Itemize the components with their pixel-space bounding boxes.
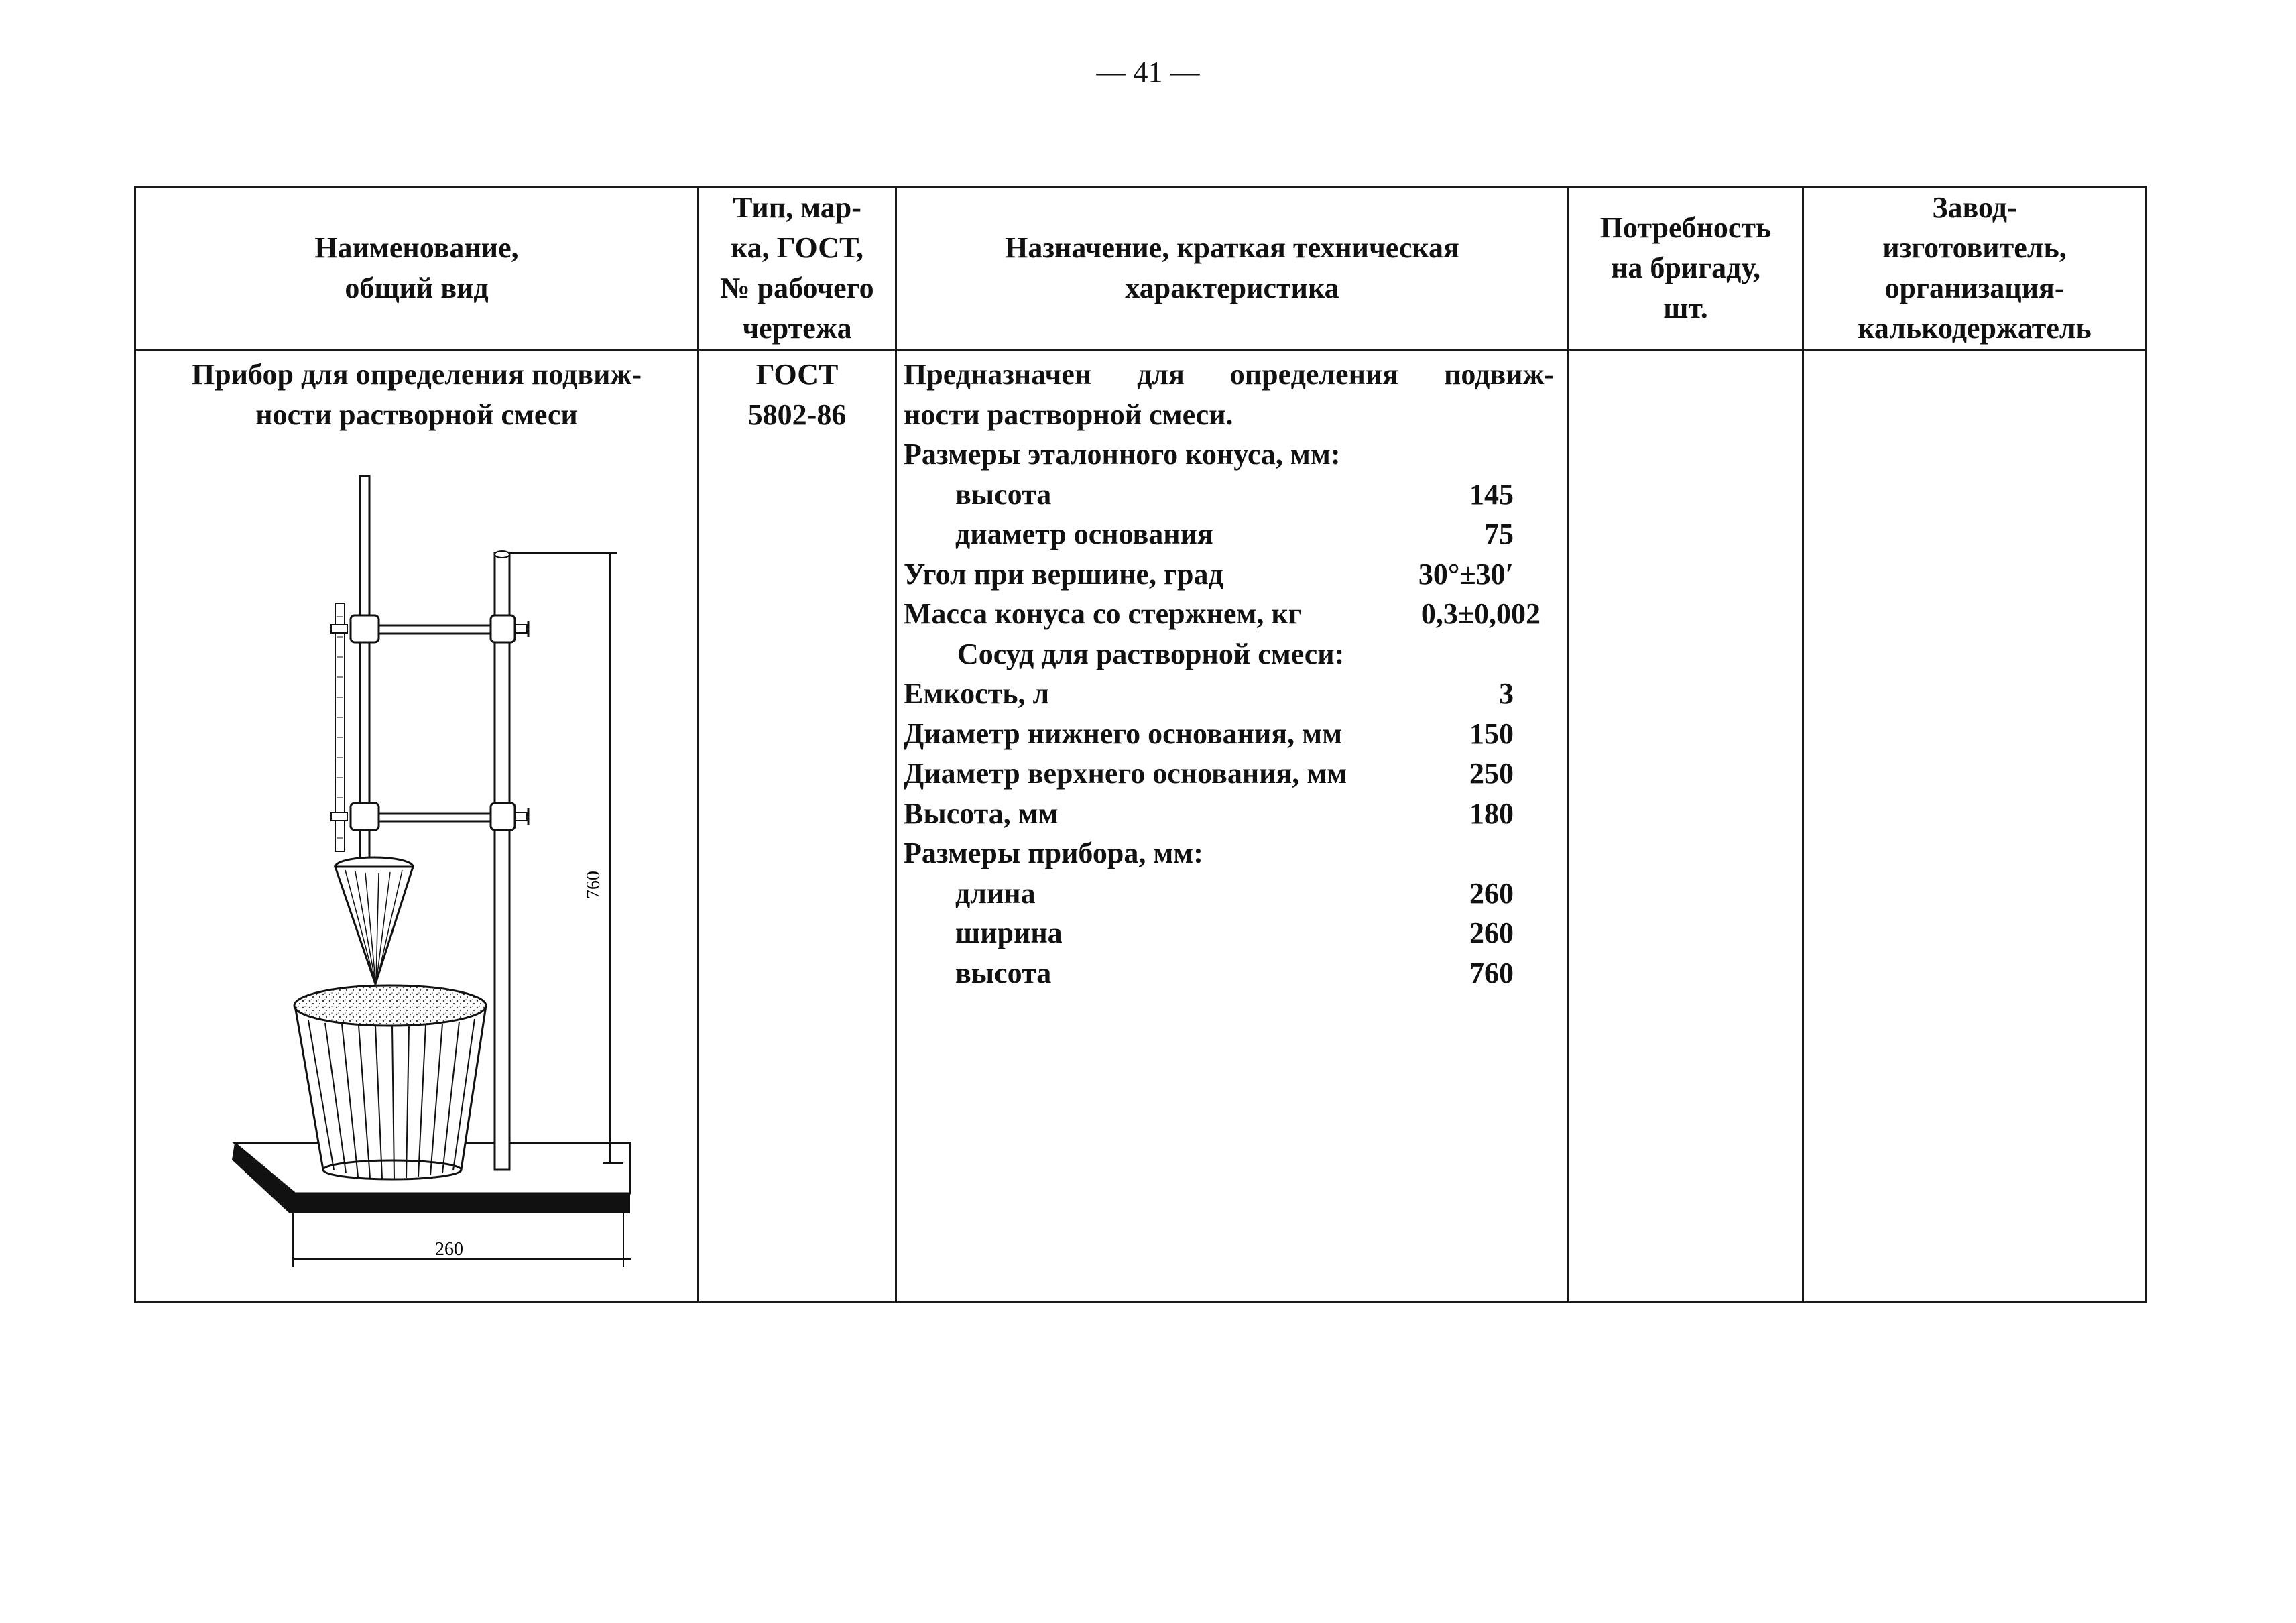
header-maker-line: организация-: [1884, 272, 2065, 304]
spec-line: [904, 913, 1561, 953]
spec-line: [904, 554, 1561, 595]
spec-label: длина: [955, 876, 1036, 910]
spec-line: [904, 714, 1561, 754]
spec-line: [904, 794, 1561, 834]
header-type-line: ка, ГОСТ,: [730, 231, 864, 264]
spec-label: Диаметр верхнего основания, мм: [904, 757, 1347, 790]
row-name-line: ности растворной смеси: [255, 398, 578, 431]
device-illustration: [215, 469, 684, 1267]
header-type-line: № рабочего: [720, 272, 874, 304]
spec-label: высота: [955, 477, 1052, 511]
spec-line: [904, 874, 1561, 914]
spec-value: 260: [1469, 916, 1514, 949]
header-type-line: Тип, мар-: [733, 191, 861, 224]
row-purpose-cell: [896, 350, 1569, 1303]
header-need-line: шт.: [1663, 292, 1708, 324]
cone-title: [904, 434, 1561, 475]
spec-value: 250: [1469, 757, 1514, 790]
spec-value: 0,3±0,002: [1421, 597, 1540, 630]
header-maker-line: калькодержатель: [1858, 312, 2092, 345]
table-header-row: [135, 187, 2147, 350]
header-type-line: чертежа: [742, 312, 852, 345]
spec-value: 3: [1499, 677, 1514, 710]
mortar-vessel: [294, 985, 486, 1179]
header-need-line: Потребность: [1599, 211, 1772, 244]
spec-label: Высота, мм: [904, 796, 1059, 830]
spec-value: 180: [1469, 796, 1514, 830]
cone-rod: [360, 476, 369, 858]
spec-line: [904, 674, 1561, 714]
header-need-line: на бригаду,: [1610, 251, 1760, 284]
device-title: [904, 833, 1561, 874]
height-dimension: [503, 553, 623, 1163]
spec-line: [904, 514, 1561, 554]
spec-label: Угол при вершине, град: [904, 557, 1223, 591]
spec-value: 260: [1469, 876, 1514, 910]
upper-crossbar: [331, 615, 528, 642]
spec-line: [904, 754, 1561, 794]
height-dimension-label: 760: [583, 871, 604, 899]
header-type: [699, 187, 896, 350]
spec-label: Диаметр нижнего основания, мм: [904, 717, 1343, 750]
spec-value: 145: [1469, 477, 1514, 511]
header-name-line: общий вид: [345, 272, 489, 304]
row-maker-cell: [1803, 350, 2147, 1303]
purpose-intro-text: ности растворной смеси.: [904, 398, 1233, 431]
spec-label: Масса конуса со стержнем, кг: [904, 597, 1302, 630]
spec-line: [904, 475, 1561, 515]
row-need-cell: [1569, 350, 1803, 1303]
header-maker-line: Завод-: [1932, 191, 2017, 224]
device-title-text: Размеры прибора, мм:: [904, 837, 1203, 869]
width-dimension-label: 260: [435, 1239, 463, 1260]
vessel-title-text: Сосуд для растворной смеси:: [957, 637, 1345, 670]
spec-value: 30°±30′: [1418, 557, 1514, 591]
stand-post: [495, 551, 509, 1170]
header-maker-line: изготовитель,: [1882, 231, 2067, 264]
cone-penetrometer-drawing: [215, 469, 684, 1267]
spec-line: [904, 953, 1561, 994]
spec-label: диаметр основания: [955, 518, 1213, 550]
spec-label: ширина: [955, 916, 1063, 949]
row-type-line: 5802-86: [747, 398, 847, 431]
header-name: [135, 187, 699, 350]
spec-value: 150: [1469, 717, 1514, 750]
spec-label: Емкость, л: [904, 677, 1050, 710]
row-type-line: ГОСТ: [756, 358, 839, 391]
spec-line: [904, 594, 1561, 634]
vessel-title: [904, 634, 1561, 674]
spec-label: высота: [955, 956, 1052, 989]
header-maker: [1803, 187, 2147, 350]
purpose-intro-line: [904, 395, 1561, 435]
lower-crossbar: [331, 803, 528, 830]
header-name-line: Наименование,: [314, 231, 519, 264]
purpose-intro-line: Предназначен для определения подвиж-: [904, 358, 1554, 391]
spec-value: 760: [1469, 956, 1514, 989]
row-name-line: Прибор для определения подвиж-: [192, 358, 642, 391]
standard-cone: [335, 857, 413, 984]
page-number: — 41 —: [1096, 56, 1200, 88]
row-type-cell: [699, 350, 896, 1303]
spec-value: 75: [1484, 518, 1514, 550]
header-need: [1569, 187, 1803, 350]
header-purpose-line: Назначение, краткая техническая: [1005, 231, 1459, 264]
cone-title-text: Размеры эталонного конуса, мм:: [904, 438, 1341, 471]
header-purpose: [896, 187, 1569, 350]
header-purpose-line: характеристика: [1125, 272, 1339, 304]
